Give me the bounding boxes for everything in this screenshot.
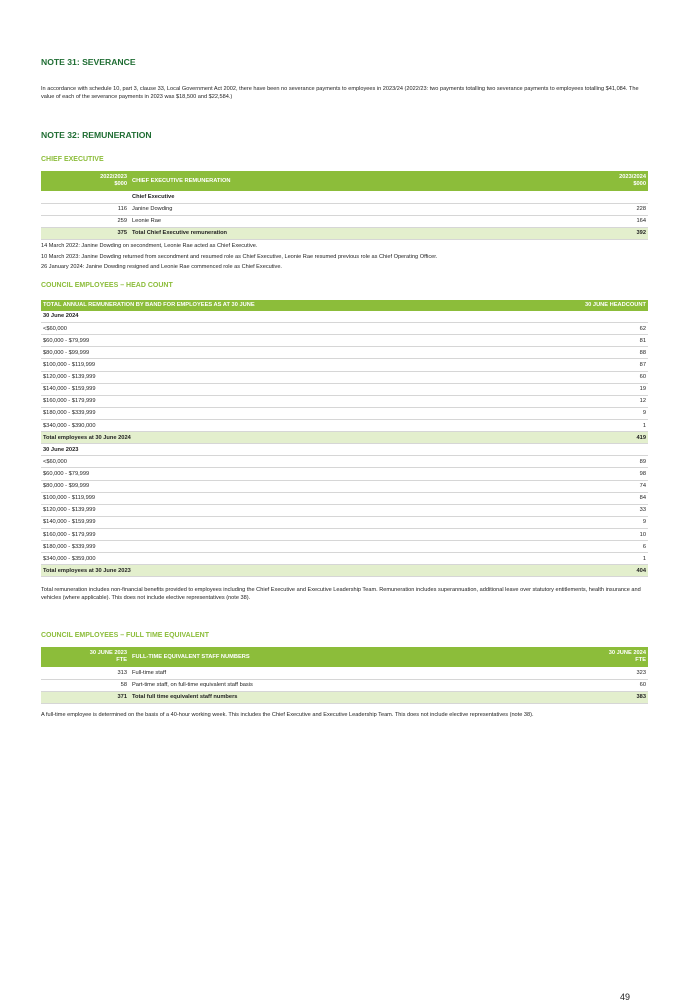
ce-total-prev: 375	[41, 227, 130, 239]
headcount-col-count: 30 JUNE HEADCOUNT	[507, 300, 648, 311]
fte-row-prev: 313	[117, 669, 127, 676]
headcount-group-label: 30 June 2023	[43, 446, 79, 453]
band-label: $180,000 - $339,999	[43, 410, 96, 417]
band-count: 19	[639, 386, 646, 393]
band-label: <$60,000	[43, 458, 67, 465]
table-row	[41, 347, 648, 359]
band-count: 84	[639, 495, 646, 502]
table-row	[41, 371, 648, 383]
table-row	[41, 468, 648, 480]
band-label: $100,000 - $119,999	[43, 495, 96, 502]
band-count: 87	[639, 361, 646, 368]
table-row	[41, 407, 648, 419]
band-count: 60	[639, 374, 646, 381]
ce-row-label: Janine Dowding	[132, 206, 173, 213]
ce-col-label: CHIEF EXECUTIVE REMUNERATION	[130, 171, 528, 191]
band-count: 1	[642, 422, 646, 429]
band-label: $120,000 - $139,999	[43, 507, 96, 514]
fte-row-curr: 60	[639, 682, 646, 689]
band-label: $80,000 - $99,999	[43, 349, 90, 356]
ce-row-label: Leonie Rae	[132, 218, 162, 225]
band-count: 9	[642, 519, 646, 526]
table-row	[41, 323, 648, 335]
fte-total-row	[41, 691, 648, 703]
fte-col-curr: 30 JUNE 2024 FTE	[519, 647, 648, 667]
band-label: $340,000 - $359,000	[43, 555, 96, 562]
table-row	[41, 419, 648, 431]
band-count: 1	[642, 555, 646, 562]
ce-total-curr: 392	[528, 227, 648, 239]
fte-col-label: FULL-TIME EQUIVALENT STAFF NUMBERS	[130, 647, 519, 667]
band-count: 6	[642, 543, 646, 550]
note31-text: In accordance with schedule 10, part 3, clause 33, Local Government Act 2002, there have been no severance payments to employees in 2023/24 (2022/23: two payments totalling two severance payments to employees totalling $41,084. The value of each of the severance payments in 2023 was $18,500 and $22,584.)	[41, 86, 639, 100]
ce-subheading: CHIEF EXECUTIVE	[41, 156, 104, 163]
ce-col-prev: 2022/2023 $000	[41, 171, 130, 191]
ce-notes	[41, 241, 646, 273]
ce-group-label: Chief Executive	[132, 193, 175, 200]
band-label: $180,000 - $339,999	[43, 543, 96, 550]
band-label: $160,000 - $179,999	[43, 531, 96, 538]
headcount-total-label: Total employees at 30 June 2023	[41, 565, 507, 577]
headcount-group-label: 30 June 2024	[43, 313, 79, 320]
headcount-total-row	[41, 565, 648, 577]
table-row	[41, 456, 648, 468]
ce-row-curr: 228	[636, 206, 646, 213]
fte-row-label: Part-time staff, on full-time equivalent staff basis	[132, 682, 253, 689]
headcount-total-count: 419	[507, 432, 648, 444]
fte-note: A full-time employee is determined on the basis of a 40-hour working week. This includes the Chief Executive and Executive Leadership Team. This does not include elective representatives (note 38).	[41, 712, 534, 718]
ce-col-curr: 2023/2024 $000	[528, 171, 648, 191]
band-label: $60,000 - $79,999	[43, 337, 90, 344]
note31-heading: NOTE 31: SEVERANCE	[41, 57, 136, 67]
band-count: 74	[639, 483, 646, 490]
table-row	[41, 504, 648, 516]
fte-row-label: Full-time staff	[132, 669, 167, 676]
band-count: 9	[642, 410, 646, 417]
fte-total-label: Total full time equivalent staff numbers	[130, 691, 519, 703]
band-label: $340,000 - $390,000	[43, 422, 96, 429]
ce-note: 10 March 2023: Janine Dowding returned from secondment and resumed role as Chief Executive, Leonie Rae resumed previous role as Chief Operating Officer.	[41, 253, 438, 260]
table-row	[41, 203, 648, 215]
band-label: $120,000 - $139,999	[43, 374, 96, 381]
fte-table	[41, 647, 648, 704]
table-row	[41, 492, 648, 504]
fte-subheading: COUNCIL EMPLOYEES – FULL TIME EQUIVALENT	[41, 632, 210, 639]
headcount-col-band: TOTAL ANNUAL REMUNERATION BY BAND FOR EMPLOYEES AS AT 30 JUNE	[41, 300, 507, 311]
band-count: 62	[639, 325, 646, 332]
band-label: $140,000 - $159,999	[43, 386, 96, 393]
table-row	[41, 553, 648, 565]
table-row	[41, 541, 648, 553]
headcount-group-row	[41, 444, 648, 456]
headcount-note: Total remuneration includes non-financial benefits provided to employees including the Chief Executive and Executive Leadership Team. Remuneration includes superannuation, additional leave over statutory entitlements, health insurance and vehicles (where applicable). This does not include elective representatives (note 38).	[41, 587, 641, 601]
headcount-group-blank	[507, 311, 648, 323]
table-row	[41, 679, 648, 691]
headcount-group-blank	[507, 444, 648, 456]
table-row	[41, 528, 648, 540]
table-row	[41, 395, 648, 407]
table-row	[41, 215, 648, 227]
ce-group-row	[41, 191, 648, 203]
fte-total-curr: 383	[519, 691, 648, 703]
ce-row-prev: 116	[117, 206, 127, 213]
ce-total-label: Total Chief Executive remuneration	[130, 227, 528, 239]
headcount-total-count: 404	[507, 565, 648, 577]
ce-note: 26 January 2024: Janine Dowding resigned and Leonie Rae commenced role as Chief Executive.	[41, 264, 282, 270]
ce-note: 14 March 2022: Janine Dowding on secondment, Leonie Rae acted as Chief Executive.	[41, 243, 258, 249]
page-number: 49	[620, 992, 631, 1002]
table-row	[41, 335, 648, 347]
band-count: 81	[639, 337, 646, 344]
table-row	[41, 516, 648, 528]
ce-remuneration-table	[41, 171, 648, 240]
fte-total-prev: 371	[41, 691, 130, 703]
band-count: 10	[639, 531, 646, 538]
band-count: 33	[639, 507, 646, 514]
table-row	[41, 359, 648, 371]
note32-heading: NOTE 32: REMUNERATION	[41, 130, 152, 140]
fte-row-curr: 323	[636, 669, 646, 676]
band-count: 12	[639, 398, 646, 405]
headcount-table	[41, 300, 648, 577]
headcount-total-label: Total employees at 30 June 2024	[41, 432, 507, 444]
table-row	[41, 383, 648, 395]
band-label: $60,000 - $79,999	[43, 470, 90, 477]
band-count: 98	[639, 470, 646, 477]
band-label: $100,000 - $119,999	[43, 361, 96, 368]
ce-row-prev: 259	[117, 218, 127, 225]
band-label: $80,000 - $99,999	[43, 483, 90, 490]
band-label: $140,000 - $159,999	[43, 519, 96, 526]
fte-col-prev: 30 JUNE 2023 FTE	[41, 647, 130, 667]
table-row	[41, 667, 648, 679]
fte-row-prev: 58	[120, 682, 127, 689]
band-count: 88	[639, 349, 646, 356]
ce-row-curr: 164	[636, 218, 646, 225]
headcount-group-row	[41, 311, 648, 323]
headcount-subheading: COUNCIL EMPLOYEES – HEAD COUNT	[41, 282, 173, 289]
table-row	[41, 480, 648, 492]
band-label: $160,000 - $179,999	[43, 398, 96, 405]
band-count: 89	[639, 458, 646, 465]
band-label: <$60,000	[43, 325, 67, 332]
ce-total-row	[41, 227, 648, 239]
headcount-total-row	[41, 432, 648, 444]
